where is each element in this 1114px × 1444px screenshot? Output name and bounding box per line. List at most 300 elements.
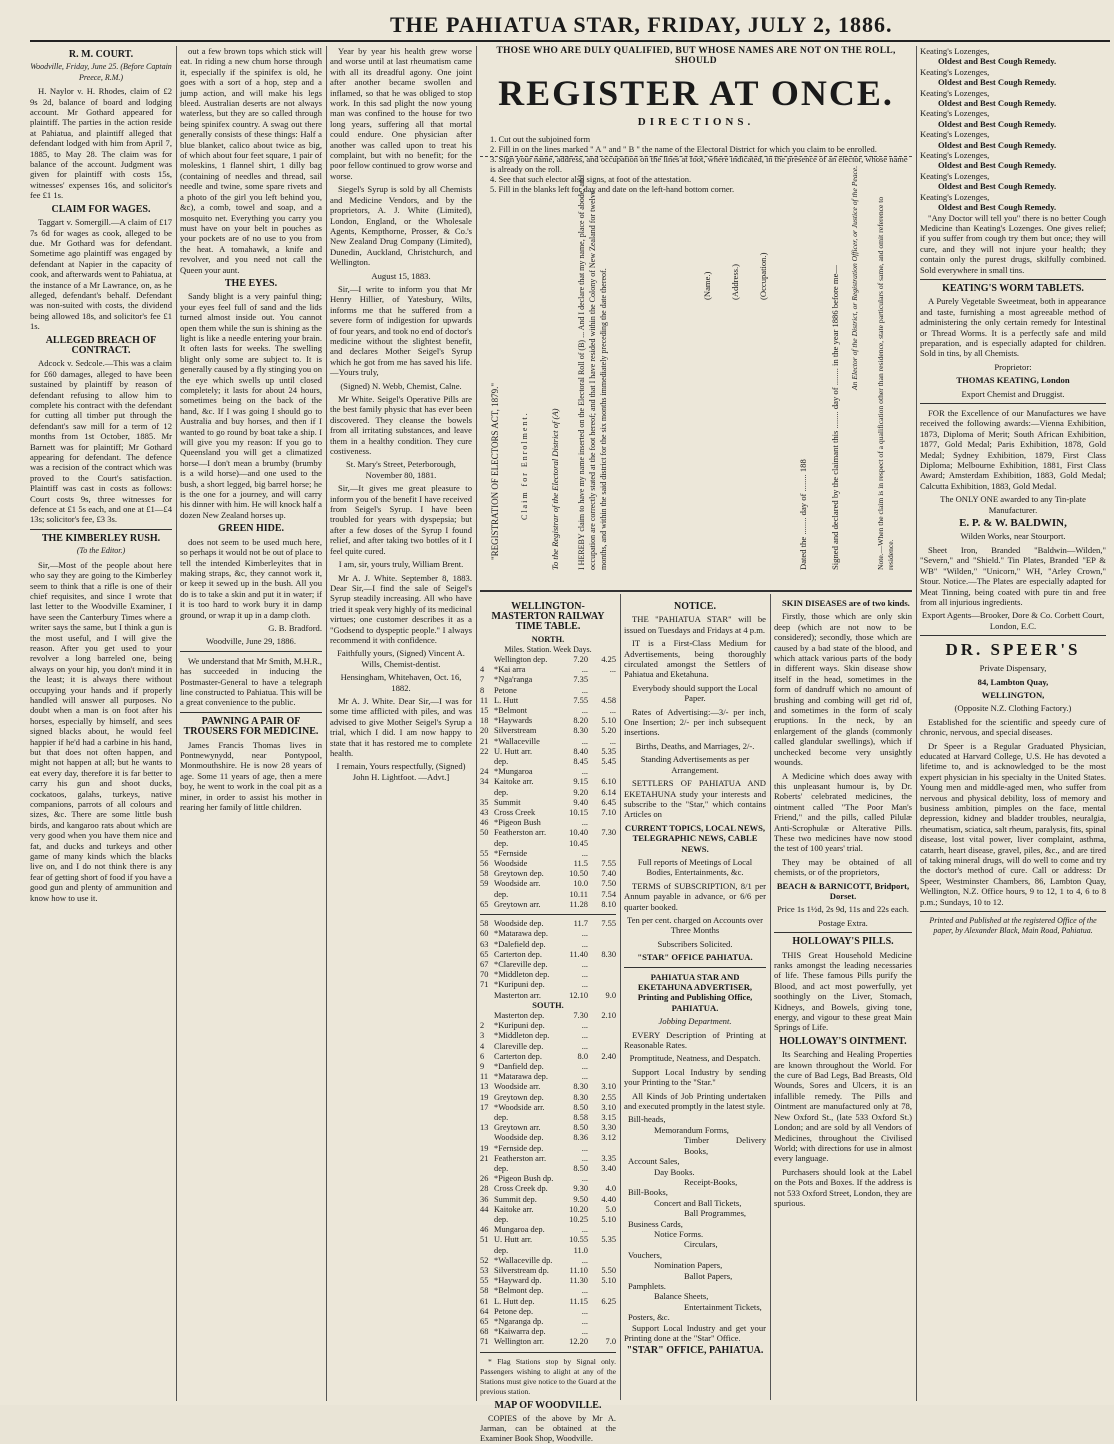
timetable-cell: 11.0	[573, 1245, 588, 1255]
holloway-ointment-heading: HOLLOWAY'S OINTMENT.	[779, 1035, 907, 1047]
map-text: COPIES of the above by Mr A. Jarman, can be obtained at the Examiner Book Shop, Woodville.	[480, 1413, 616, 1444]
timetable-cell	[588, 1286, 616, 1296]
skin-column	[774, 598, 912, 1398]
print-list-item: Account Sales,	[628, 1156, 680, 1167]
timetable-cell: 58	[480, 1286, 489, 1296]
letter-date: August 15, 1883.	[371, 270, 431, 281]
timetable-cell: 65	[480, 899, 489, 909]
print-list-item: Concert and Ball Tickets,	[654, 1197, 742, 1208]
timetable-north: NORTH.	[531, 634, 565, 644]
print-list-item: Posters, &c.	[628, 1312, 670, 1323]
timetable-cell: 17	[480, 1102, 489, 1112]
worm-heading: KEATING'S WORM TABLETS.	[942, 282, 1084, 294]
timetable-cell: dep.	[494, 757, 509, 767]
direction-item: 1. Cut out the subjoined form	[490, 134, 591, 144]
timetable-row	[480, 1317, 616, 1327]
timetable-cell: dep.	[494, 1112, 509, 1122]
timetable-row	[480, 1164, 616, 1174]
notice-p2: IT is a First-Class Medium for Advertisements, being thoroughly circulated amongst the Settlers of Pahiatua and Eketahuna.	[624, 638, 766, 680]
claim-text: Taggart v. Somergill.—A claim of £17 7s 6d for wages as cook, alleged to be due. Mr Gothard was for defendant. Sometime ago plaintiff was engaged by defendant at Napier in the capacity of cook, and afterwards went to Pahiatua, at the instance of a Mr Lawrance, on, as he alleged, defendant's behalf. Defendant was non-suited with costs, the dividend being allowed 18s, and solicitor's fee £1 1s.	[30, 217, 172, 332]
timetable-cell: 7	[480, 675, 485, 685]
register-directions: DIRECTIONS.	[637, 116, 755, 128]
timetable-cell: 5.10	[601, 1214, 616, 1224]
divider	[480, 590, 912, 592]
column-rule	[620, 594, 621, 1400]
column-3	[330, 46, 472, 1401]
timetable-cell: 8.50	[573, 1102, 588, 1112]
timetable-row	[480, 747, 616, 757]
print-list-item: Entertainment Tickets,	[684, 1301, 762, 1312]
timetable-cell: 4	[480, 665, 485, 675]
timetable-row	[480, 757, 616, 767]
timetable-cell: 8.30	[573, 1082, 588, 1092]
swag-text: out a few brown tops which stick will eat. In riding a new chum horse through it, especially if the spinifex is old, he goes with a sort of a hop, step and a jump action, and will make his legs bleed. Australian deserts are not always waterless, but they are so called through being spinifex country. A swag out there generally consists of these things: Half a blue blanket, calico about twice as big, of which about four feet square, 1 pair of moleskins, 1 flannel shirt, 1 dilly bag (containing of needles and thread, sail needle and twine, some spare rivets and a photo of the girl you left behind you, &c), a comb, towel and soap, and a mosquito net. Everything you carry you must have on your belt in pouches as your pockets are of no use to you from the heat. A tomahawk, a knife and revolver, and you need not call the Queen your aunt.	[180, 46, 322, 275]
timetable-cell: 11.7	[573, 919, 588, 929]
timetable-cell: ...	[581, 959, 588, 969]
timetable-row	[480, 716, 616, 726]
timetable-cell: 6.25	[601, 1296, 616, 1306]
timetable-cell: Wellington arr.	[494, 1337, 545, 1347]
timetable-cell: ...	[581, 1174, 588, 1184]
speer-heading: DR. SPEER'S	[945, 640, 1081, 660]
column-rule	[176, 46, 177, 1401]
timetable-cell: ...	[581, 1225, 588, 1235]
timetable-north-rows	[480, 655, 616, 910]
timetable-cell: L. Hutt dep.	[494, 1296, 535, 1306]
form-body: I HEREBY claim to have my name inserted on the Electoral Roll of (B) ... And I declare that my name, place of abode, and occupation are correctly stated at the foot hereof; and that I have resided within the Colony of New Zealand for twelve months, and within the said district for the six months immediately preceding the date thereof.	[577, 175, 608, 570]
timetable-cell	[588, 1072, 616, 1082]
timetable-cell	[480, 757, 494, 767]
timetable-cell: Clareville dep.	[494, 1041, 544, 1051]
timetable-row	[480, 970, 616, 980]
green-hide-text: does not seem to be used much here, so perhaps it would not be out of place to tell the intended Kimberleyites that in making straps, &c, they cannot work it, or keep it sewed up in the bush. All you do is to take a skin and put it in water; if it is too hard to work bury it in damp ground, or wrap it up in a damp cloth.	[180, 536, 323, 620]
divider	[180, 712, 322, 713]
timetable-cell: 63	[480, 939, 489, 949]
print-list-item: Timber Delivery Books,	[684, 1135, 766, 1156]
timetable-row	[480, 879, 616, 889]
timetable-cell: 11	[480, 1072, 489, 1082]
timetable-cell: Woodside dep.	[494, 1133, 544, 1143]
skin-text-1: Firstly, those which are only skin deep (which are not now to be considered); secondly, those which are caused by a bad state of the blood, and which attack various parts of the body in different ways. Skin disease show itself in the head, sometimes in the form of dandruff which no amount of brushing and combing will get rid of, and sometimes in the form of scaly eruptions. In the neck, by an enlargement of the glands (commonly called glandular swellings), which if unchecked become very unsightly wounds.	[774, 611, 912, 768]
timetable-cell: *Matarawa dep.	[494, 1072, 548, 1082]
speer-address: 84, Lambton Quay,	[977, 676, 1049, 687]
notice-p7: SETTLERS OF PAHIATUA AND EKETAHUNA study your interests and subscribe to the "Star," which contains Articles on	[624, 778, 766, 820]
timetable-cell: 5.20	[601, 726, 616, 736]
timetable-cell: 24	[480, 767, 489, 777]
timetable-cell: dep.	[494, 1163, 509, 1173]
timetable-cell: 53	[480, 1266, 489, 1275]
eyes-heading: THE EYES.	[224, 277, 278, 289]
timetable-cell: *Fernside dep.	[494, 1143, 544, 1153]
timetable-cell: dep.	[494, 838, 509, 848]
timetable-north2-rows	[480, 919, 616, 1001]
direction-item: 4. See that such elector also signs, at foot of the attestation.	[490, 174, 692, 184]
timetable-cell: Petone dep.	[494, 1306, 534, 1316]
speer-established: Established for the scientific and speedy cure of chronic, nervous, and special diseases.	[920, 716, 1106, 738]
notice-p1: THE "PAHIATUA STAR" will be issued on Tuesdays and Fridays at 4 p.m.	[624, 614, 766, 635]
speer-sub: Private Dispensary,	[979, 663, 1047, 674]
letter-signature: G. B. Bradford.	[268, 622, 322, 633]
letter-address: Hensingham, Whitehaven, Oct. 16, 1882.	[340, 672, 462, 693]
timetable-cell: 2.40	[601, 1051, 616, 1061]
timetable-cell: 8.10	[601, 899, 616, 909]
timetable-cell: 11.5	[573, 859, 588, 869]
timetable-cell	[588, 839, 616, 849]
holloway-pills-text: THIS Great Household Medicine ranks amongst the leading necessaries of life. These famous Pills purify the Blood, and act most powerfully, yet soothingly on the Liver, Stomach, Kidneys, and Bowels, giving tone, energy, and vigour to these great Main Springs of Life.	[774, 949, 912, 1033]
form-claim: Claim for Enrolment.	[520, 411, 529, 520]
timetable-cell: 19	[480, 1143, 489, 1153]
speer-opposite: (Opposite N.Z. Clothing Factory.)	[954, 703, 1072, 714]
timetable-cell	[588, 929, 616, 939]
timetable-cell: 3.10	[601, 1102, 616, 1112]
skin-postage: Postage Extra.	[818, 917, 868, 928]
timetable-cell: 21	[480, 736, 489, 746]
timetable-row	[480, 960, 616, 970]
timetable-cell: 65	[480, 1317, 489, 1327]
timetable-cell: 10.25	[569, 1214, 588, 1224]
baldwin-text: Sheet Iron, Branded "Baldwin—Wilden," "Severn," and "Shield." Tin Plates, Branded "EP & WB" "Wilden," "Unicorn," WH, "Arley Crown," Stour. Notice.—The Plates are especially adapted for Meat Tinning, being coated with pure tin and free from all injurious ingredients.	[920, 544, 1106, 607]
timetable-cell: *Dalefield dep.	[494, 939, 546, 949]
timetable-cell	[480, 839, 494, 849]
timetable-cell: ...	[581, 1255, 588, 1265]
timetable-cell: 7.10	[601, 808, 616, 818]
timetable-cell: ...	[581, 929, 588, 939]
timetable-row	[480, 726, 616, 736]
keating-proprietor-label: Proprietor:	[994, 361, 1032, 372]
timetable-cell: 7.55	[573, 695, 588, 705]
timetable-row	[480, 1113, 616, 1123]
timetable-cell: *Haywards	[494, 716, 533, 726]
timetable-cell: Kaitoke arr.	[494, 1204, 534, 1214]
timetable-cell: 10.11	[569, 889, 588, 899]
right-column	[920, 46, 1106, 1401]
timetable-cell: Carterton dep.	[494, 949, 542, 959]
print-list-item: Vouchers,	[628, 1249, 662, 1260]
direction-item: 5. Fill in the blanks left for day and date on the left-hand bottom corner.	[490, 184, 735, 194]
timetable-cell: 6.14	[601, 787, 616, 797]
timetable-row	[480, 808, 616, 818]
timetable-cell: 8.0	[577, 1051, 588, 1061]
timetable-row	[480, 1154, 616, 1164]
timetable-row	[480, 1286, 616, 1296]
timetable-cell: 9	[480, 1061, 485, 1071]
timetable-cell: U. Hutt arr.	[494, 1235, 533, 1245]
timetable-row	[480, 798, 616, 808]
timetable-cell: ...	[581, 1153, 588, 1163]
timetable-cell: Masterton arr.	[494, 990, 541, 1000]
timetable-cell: 36	[480, 1194, 489, 1204]
timetable-cell: 8.30	[573, 1092, 588, 1102]
keating-item: Oldest and Best Cough Remedy.	[938, 77, 1057, 88]
divider	[180, 651, 322, 652]
timetable-row	[480, 1093, 616, 1103]
form-occupation-label: (Occupation.)	[758, 252, 768, 300]
timetable-cell: 34	[480, 777, 489, 787]
divider	[30, 529, 172, 530]
timetable-row	[480, 696, 616, 706]
timetable-cell: 3.40	[601, 1163, 616, 1173]
skin-heading: SKIN DISEASES are of two kinds.	[782, 598, 910, 608]
timetable-cell: 5.35	[601, 746, 616, 756]
timetable-cell: 10.15	[569, 808, 588, 818]
timetable-cell: 10.20	[569, 1204, 588, 1214]
timetable-cell: 68	[480, 1327, 489, 1337]
timetable-cell: 59	[480, 879, 489, 889]
timetable-row	[480, 950, 616, 960]
timetable-row	[480, 1144, 616, 1154]
timetable-cell: 9.30	[573, 1184, 588, 1194]
timetable-cell: 7.55	[601, 919, 616, 929]
skin-text-3: They may be obtained of all chemists, or of the proprietors,	[774, 856, 912, 878]
timetable-cell: 46	[480, 1225, 489, 1235]
court-heading: R. M. COURT.	[68, 49, 134, 60]
claim-heading: CLAIM FOR WAGES.	[51, 203, 151, 215]
speer-city: WELLINGTON,	[981, 689, 1045, 700]
rush-subheading: (To the Editor.)	[76, 546, 126, 556]
divider	[480, 914, 616, 915]
eyes-text: Sandy blight is a very painful thing; your eyes feel full of sand and the lids turned almost inside out. You cannot open them while the sun is shining as the light is like a needle entering your brain. It often lasts for weeks. The swelling blight only some are subject to. It is generally caused by a fly stinging you on the eye which swells up until closed completely; it lasts for about 24 hours, sometimes being on the back of the hand, &c. If I was going I should go to Australia and buy horses, and then if I wanted to go round by boat take a ship. I will give you my reason: If you go to Queensland you will get a climatized horse—I don't mean a brumby (brumby is a wild horse)—and one used to the bush, a short legged, big barrel horse; he is the one for a journey, and will carry his dinner with him. He will knock half a dozen New Zealand horses up.	[180, 291, 322, 520]
timetable-row	[480, 1021, 616, 1031]
timetable-cell: *Kai arra	[494, 665, 526, 675]
keating-list	[920, 46, 1106, 213]
timetable-cell: Greytown dep.	[494, 869, 544, 879]
timetable-cell: *Wallaceville dp.	[494, 1255, 553, 1265]
timetable-cell: 13	[480, 1123, 489, 1133]
timetable-cell: 8.50	[573, 1123, 588, 1133]
timetable-cell	[588, 1256, 616, 1266]
timetable-cell: 18	[480, 716, 489, 726]
form-elector: An Elector of the District, or Registration Officer, or Justice of the Peace.	[850, 165, 859, 390]
timetable-cell: Greytown dep.	[494, 1092, 544, 1102]
notice-p6: Standing Advertisements as per Arrangement.	[640, 754, 750, 775]
rush-heading: THE KIMBERLEY RUSH.	[41, 532, 161, 544]
divider	[624, 967, 766, 968]
timetable-cell	[480, 1113, 494, 1123]
keating-item: Oldest and Best Cough Remedy.	[938, 56, 1057, 67]
column-rule	[770, 594, 771, 1400]
timetable-cell: ...	[581, 665, 588, 675]
timetable-row	[480, 1133, 616, 1143]
keating-item: Oldest and Best Cough Remedy.	[938, 98, 1057, 109]
timetable-cell: Wellington dep.	[494, 655, 548, 665]
timetable-cell: 7.20	[573, 655, 588, 665]
timetable-cell: dep.	[494, 1245, 509, 1255]
timetable-cell: 6.45	[601, 797, 616, 807]
timetable-row	[480, 980, 616, 990]
divider	[920, 403, 1106, 404]
timetable-cell: 3.30	[601, 1123, 616, 1133]
print-list	[624, 1114, 766, 1322]
timetable-cell: 5.50	[601, 1266, 616, 1275]
timetable-cell: 50	[480, 828, 489, 838]
timetable-cell	[588, 1042, 616, 1052]
timetable-row	[480, 849, 616, 859]
timetable-cell: *Hayward dp.	[494, 1276, 542, 1286]
timetable-cell: 6.10	[601, 777, 616, 787]
timetable-cell: 58	[480, 919, 489, 929]
letter-signature: I remain, Yours respectfully, (Signed) John H. Lightfoot. —Advt.]	[336, 761, 466, 782]
timetable-cell: 51	[480, 1235, 489, 1245]
timetable-cell: 8.45	[573, 757, 588, 767]
timetable-cell: ...	[581, 1061, 588, 1071]
timetable-cell: 9.0	[605, 990, 616, 1000]
holloway-ointment-text: Its Searching and Healing Properties are known throughout the World. For the cure of Bad Legs, Bad Breasts, Old Wounds, Sores and Ulcers, it is an infallible remedy. The Pills and Ointment are manufactured only at 78, New Oxford St., (late 533 Oxford St.) London; and are sold by all Vendors of Medicines, throughout the Civilised World; with directions for use in almost every language.	[774, 1049, 912, 1164]
timetable-cell: 5.10	[601, 1276, 616, 1286]
notice-p5: Births, Deaths, and Marriages, 2/-.	[635, 740, 755, 751]
timetable-cell	[588, 818, 616, 828]
print-list-item: Nomination Papers,	[654, 1260, 723, 1271]
timetable-cell: 7.55	[601, 859, 616, 869]
notice-p3: Everybody should support the Local Paper.	[632, 682, 758, 704]
timetable-cell: dep.	[494, 889, 509, 899]
timetable-row	[480, 1215, 616, 1225]
print-list-item: Ball Programmes,	[684, 1208, 747, 1219]
timetable-cell: 10.55	[569, 1235, 588, 1245]
timetable-row	[480, 1103, 616, 1113]
divider	[774, 932, 912, 933]
divider	[920, 635, 1106, 636]
siegel-text-5: Sir,—It gives me great pleasure to inform you of the benefit I have received from Seigel's Syrup. I have been troubled for years with dyspepsia; but after a few doses of the Syrup I found relief, and after taking two bottles of it I feel quite cured.	[330, 483, 472, 556]
timetable-cell	[588, 1317, 616, 1327]
column-1	[30, 46, 172, 1401]
timetable-cell: ...	[581, 1041, 588, 1051]
timetable-cell: 8.50	[573, 1163, 588, 1173]
timetable-cell: 19	[480, 1092, 489, 1102]
trousers-text: James Francis Thomas lives in Pontnewynydd, near Pontypool, Monmouthshire. He is now 28 years of age. Some 11 years of age, then a mere boy, he went to work in the coal pit as a miner, in order to assist his mother in rearing her family of little children.	[180, 739, 322, 813]
timetable-cell: 3.12	[601, 1133, 616, 1143]
timetable-cell: Silverstream	[494, 726, 537, 736]
timetable-cell: ...	[581, 685, 588, 695]
timetable-cell: 11	[480, 695, 489, 705]
skin-price: Price 1s 1½d, 2s 9d, 11s and 22s each.	[777, 904, 909, 915]
print-list-item: Circulars,	[684, 1239, 718, 1250]
siegel-text-4: Mr White. Seigel's Operative Pills are the best family physic that has ever been discovered. They cleanse the bowels from all irritating substances, and leave them in a healthy condition. They cure costiveness.	[330, 394, 472, 457]
timetable-row	[480, 1082, 616, 1092]
timetable-cell: *Ngaranga dp.	[494, 1317, 544, 1327]
notice-p15: Support Local Industry by sending your Printing to the "Star."	[624, 1066, 766, 1088]
masthead-title: THE PAHIATUA STAR, FRIDAY, JULY 2, 1886.	[390, 12, 893, 37]
court-subheading: Woodville, Friday, June 25. (Before Captain Preece, R.M.)	[30, 62, 172, 82]
keating-item: Oldest and Best Cough Remedy.	[938, 139, 1057, 150]
timetable-cell: 55	[480, 848, 489, 858]
notice-heading: NOTICE.	[674, 601, 716, 612]
timetable-cell: 43	[480, 808, 489, 818]
form-title: "REGISTRATION OF ELECTORS ACT, 1879."	[490, 382, 500, 560]
timetable-row	[480, 869, 616, 879]
timetable-cell: *Wallaceville	[494, 736, 540, 746]
siegel-text-7: Mr A. J. White. Dear Sir,—I was for some time afflicted with piles, and was advised to give Mother Seigel's Syrup a trial, which I did. I am now happy to state that it has restored me to complete health.	[330, 695, 472, 758]
timetable-cell: ...	[609, 665, 616, 675]
notice-office: "STAR" OFFICE PAHIATUA.	[637, 952, 753, 963]
timetable-row	[480, 1072, 616, 1082]
timetable-cell	[480, 1246, 494, 1256]
timetable-cell: 70	[480, 970, 489, 980]
timetable-cell: ...	[581, 1286, 588, 1296]
timetable-cell: 9.40	[573, 797, 588, 807]
keating-item: Oldest and Best Cough Remedy.	[938, 160, 1057, 171]
timetable-cell: 6	[480, 1051, 485, 1061]
timetable-row	[480, 1225, 616, 1235]
notice-p10: TERMS of SUBSCRIPTION, 8/1 per Annum payable in advance, or 6/6 per quarter booked.	[624, 880, 766, 912]
timetable-cell: 10.0	[573, 879, 588, 889]
timetable-heading: WELLINGTON-MASTERTON RAILWAY TIME TABLE.	[491, 601, 605, 633]
timetable-cell	[588, 960, 616, 970]
timetable-cell	[588, 1174, 616, 1184]
timetable-row	[480, 1062, 616, 1072]
timetable-cell: *Mungaroa	[494, 767, 533, 777]
timetable-cell: 15	[480, 706, 489, 716]
timetable-row	[480, 1307, 616, 1317]
timetable-cell: 10.45	[569, 838, 588, 848]
keating-item: Oldest and Best Cough Remedy.	[938, 118, 1057, 129]
timetable-cell: dep.	[494, 1214, 509, 1224]
timetable-cell: 22	[480, 746, 489, 756]
timetable-cell	[480, 1164, 494, 1174]
timetable-cell: 26	[480, 1174, 489, 1184]
timetable-cell: 5.0	[605, 1204, 616, 1214]
tinplate-only: The ONLY ONE awarded to any Tin-plate Manufacturer.	[940, 494, 1086, 515]
timetable-cell: 7.30	[601, 828, 616, 838]
timetable-cell: 8.36	[573, 1133, 588, 1143]
baldwin-agents: Export Agents—Brooker, Dore & Co. Corbett Court, London, E.C.	[921, 610, 1105, 631]
timetable-row	[480, 1297, 616, 1307]
timetable-row	[480, 991, 616, 1001]
timetable-south-rows	[480, 1011, 616, 1348]
print-list-item: Pamphlets.	[628, 1280, 666, 1291]
timetable-row	[480, 1031, 616, 1041]
notice-p14: Promptitude, Neatness, and Despatch.	[629, 1053, 761, 1064]
timetable-cell: 13	[480, 1082, 489, 1092]
timetable-cell: 58	[480, 869, 489, 879]
timetable-cell: 52	[480, 1255, 489, 1265]
railway-timetable	[480, 598, 616, 1444]
timetable-row	[480, 1246, 616, 1256]
direction-item: 2. Fill in on the lines marked " A " and " B " the name of the Electoral District for which you claim to be enrolled.	[490, 144, 877, 154]
timetable-row	[480, 859, 616, 869]
timetable-cell: 11.28	[569, 899, 588, 909]
timetable-cell: Woodside arr.	[494, 1082, 541, 1092]
timetable-cell: *Matarawa dep.	[494, 929, 548, 939]
keating-item: Keating's Lozenges,	[920, 66, 990, 77]
timetable-cell: 7.54	[601, 889, 616, 899]
timetable-cell: 2	[480, 1021, 485, 1031]
timetable-cell: *Kuripuni dep.	[494, 1021, 545, 1031]
column-rule	[476, 46, 477, 1401]
timetable-row	[480, 1256, 616, 1266]
timetable-cell: 11.40	[569, 949, 588, 959]
timetable-row	[480, 1123, 616, 1133]
masthead	[30, 8, 1110, 42]
timetable-cell: 7.30	[573, 1010, 588, 1020]
timetable-row	[480, 1337, 616, 1347]
timetable-row	[480, 737, 616, 747]
timetable-cell: 4.25	[601, 655, 616, 665]
worm-text: A Purely Vegetable Sweetmeat, both in appearance and taste, furnishing a most agreeable method of administering the only certain remedy for Intestinal or Thread Worms. It is a perfectly safe and mild preparation, and is especially adapted for children. Sold in tins, by all Chemists.	[920, 296, 1106, 359]
notice-p16: All Kinds of Job Printing undertaken and executed promptly in the latest style.	[624, 1090, 766, 1112]
timetable-row	[480, 777, 616, 787]
baldwin-heading: E. P. & W. BALDWIN,	[959, 517, 1067, 530]
timetable-cell: 7.50	[601, 879, 616, 889]
timetable-cell: Mungaroa dep.	[494, 1225, 545, 1235]
timetable-cell: 8.30	[573, 726, 588, 736]
timetable-cell: 8.40	[573, 746, 588, 756]
keating-item: Keating's Lozenges,	[920, 129, 990, 140]
timetable-cell: *Pigeon Bush	[494, 818, 541, 828]
letter-date: Woodville, June 29, 1886.	[205, 636, 296, 647]
timetable-cell: 12.20	[569, 1337, 588, 1347]
timetable-cell: *Danfield dep.	[494, 1061, 544, 1071]
timetable-row	[480, 1042, 616, 1052]
